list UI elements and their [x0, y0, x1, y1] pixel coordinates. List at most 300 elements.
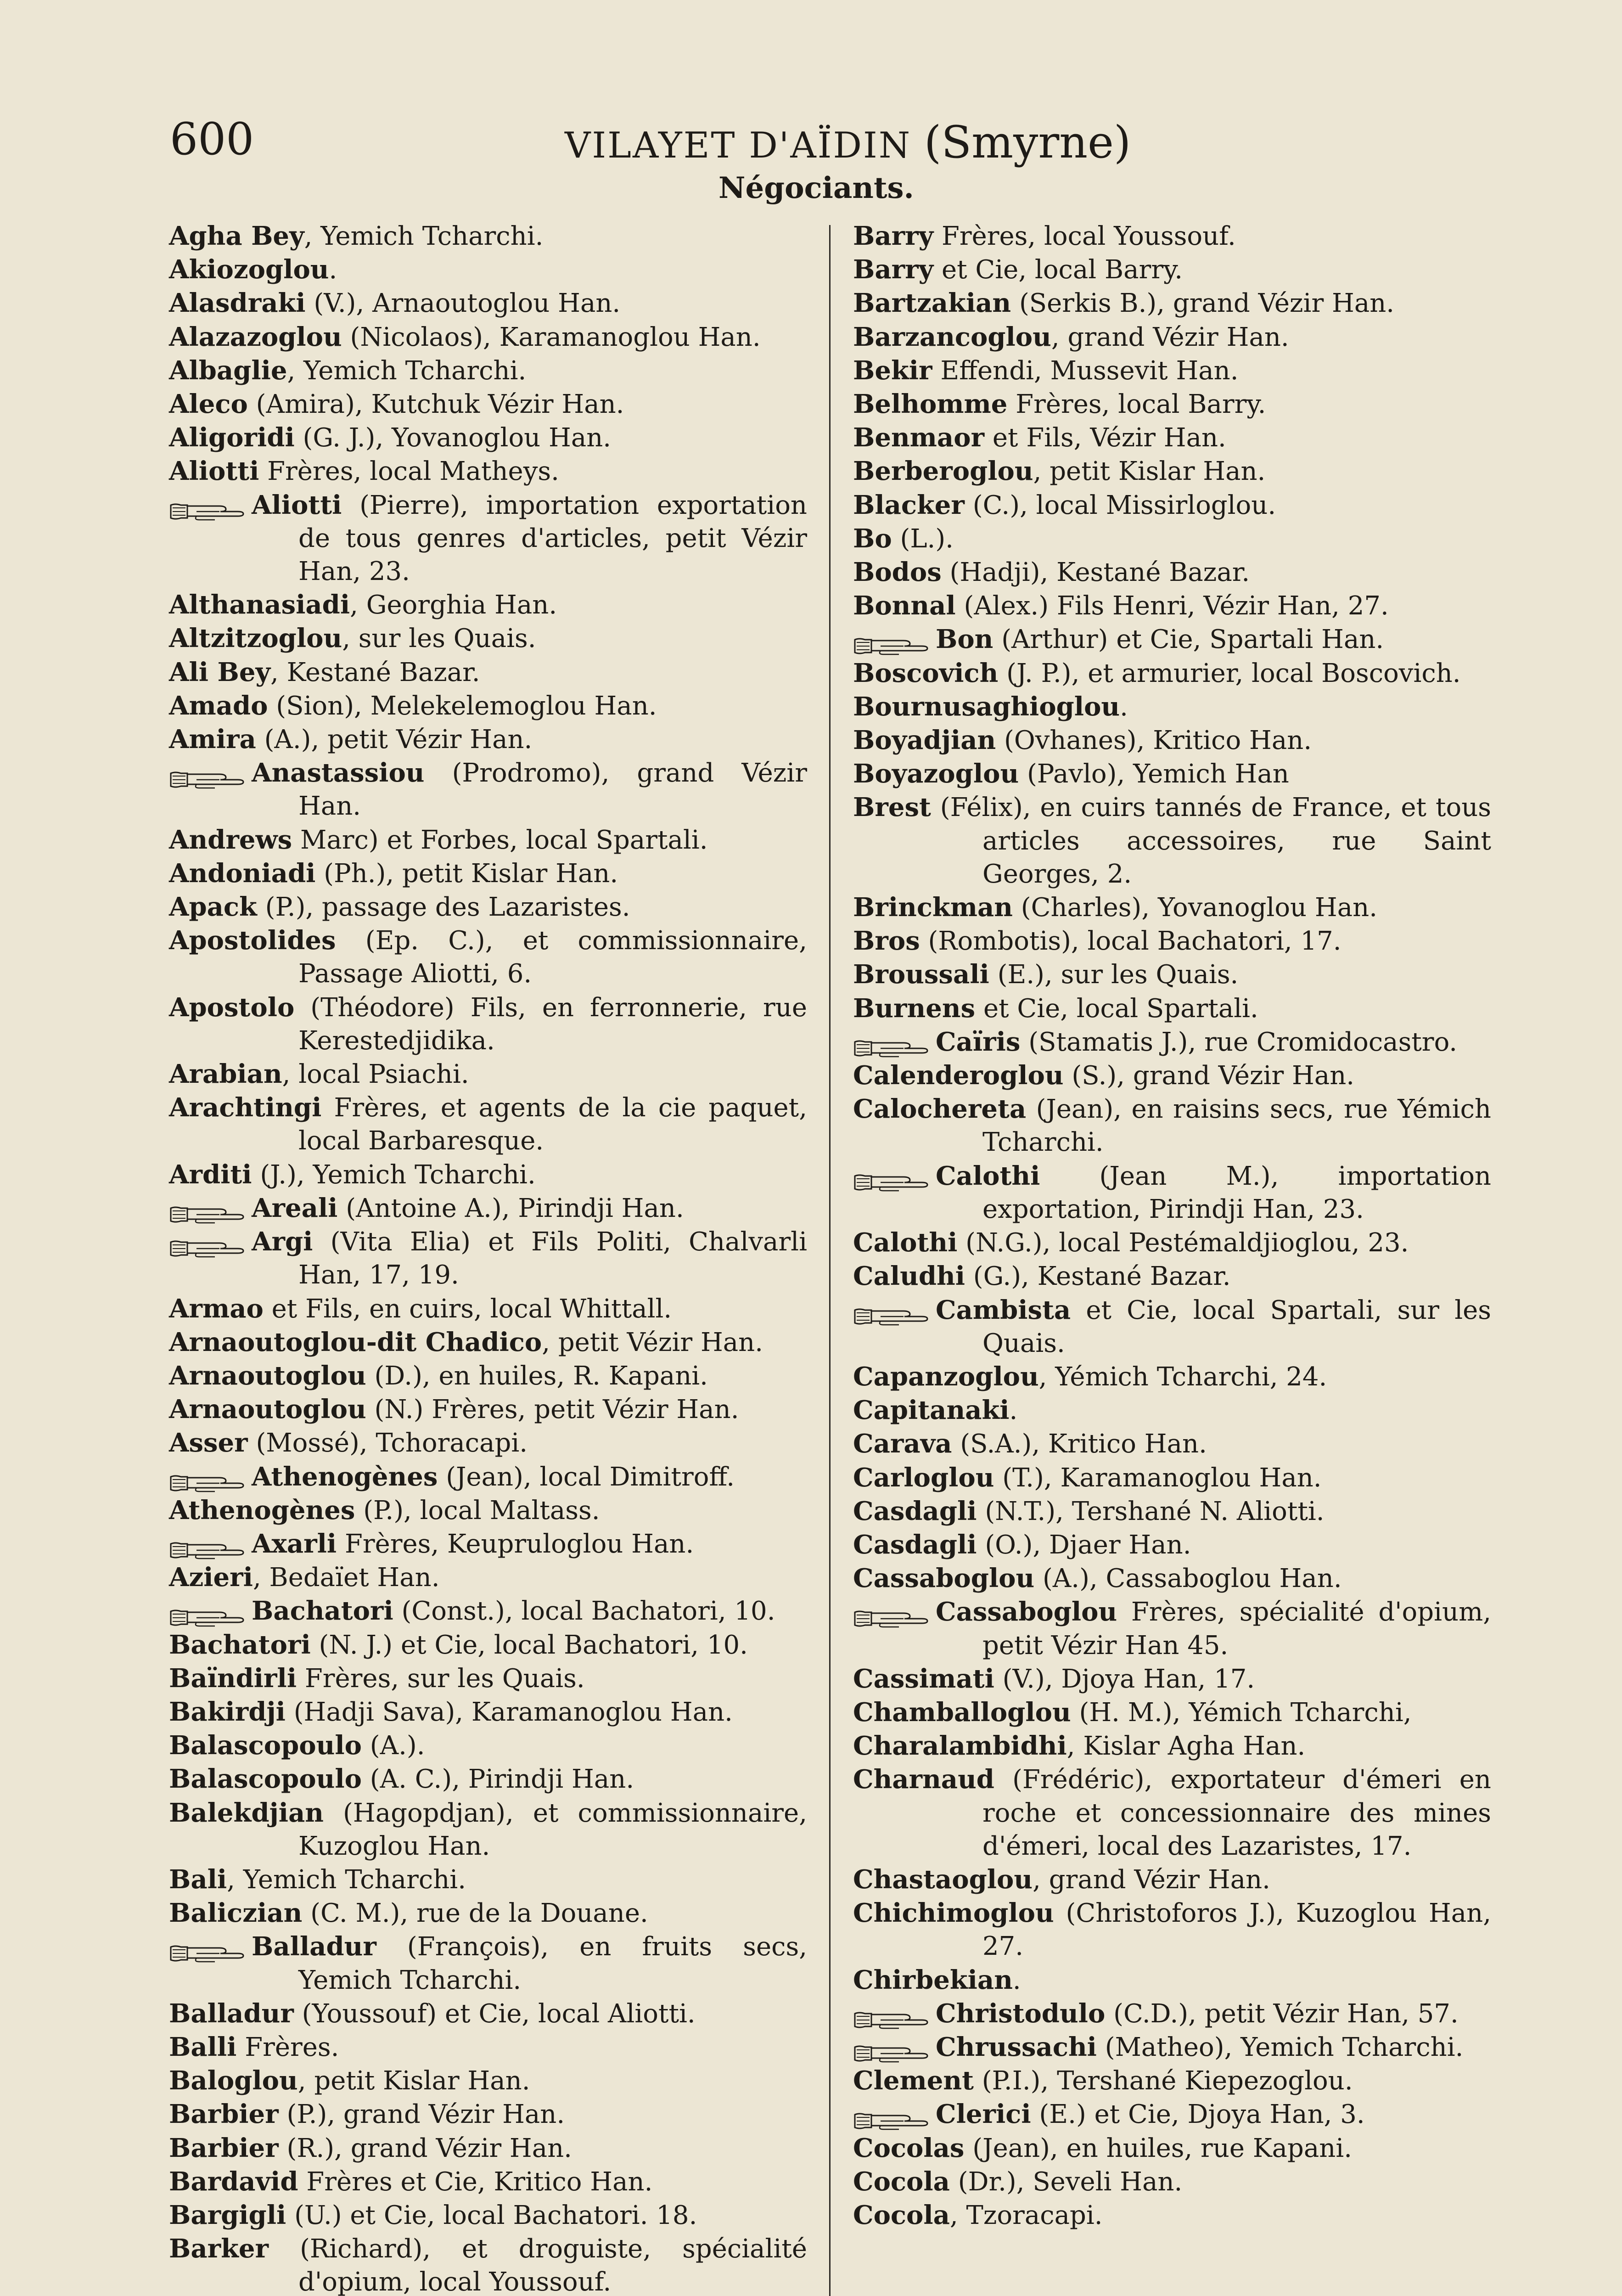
- directory-entry: [169, 2165, 807, 2199]
- entry-details: (J.), Yemich Tcharchi.: [252, 1159, 536, 1190]
- entry-name: Brest: [853, 792, 931, 823]
- entry-name: Clement: [853, 2065, 974, 2096]
- directory-entry: [169, 219, 807, 253]
- directory-entry: [853, 1863, 1491, 1896]
- entry-name: Berberoglou: [853, 456, 1033, 487]
- entry-name: Clerici: [936, 2099, 1031, 2130]
- entry-name: Barry: [853, 221, 934, 251]
- entry-name: Chichimoglou: [853, 1898, 1054, 1929]
- entry-name: Brinckman: [853, 892, 1013, 923]
- entry-details: (N.) Frères, petit Vézir Han.: [366, 1395, 739, 1425]
- entry-details: (A.), petit Vézir Han.: [256, 725, 533, 755]
- directory-entry: [169, 287, 807, 320]
- entry-name: Bachatori: [252, 1596, 393, 1626]
- entry-details: (Arthur) et Cie, Spartali Han.: [993, 625, 1384, 655]
- entry-details: (Félix), en cuirs tannés de France, et tous articles accessoires, rue Saint Georges, 2.: [931, 793, 1491, 889]
- entry-name: Aligoridi: [169, 422, 295, 453]
- directory-entry: [169, 1326, 807, 1359]
- entry-details: et Cie, local Barry.: [933, 255, 1183, 285]
- entry-details: (N.T.), Tershané N. Aliotti.: [977, 1496, 1325, 1526]
- directory-entry: [853, 657, 1491, 690]
- left-column: [169, 219, 807, 2296]
- directory-entry: [169, 1527, 807, 1561]
- entry-details: (A. C.), Pirindji Han.: [362, 1764, 634, 1795]
- entry-details: (Alex.) Fils Henri, Vézir Han, 27.: [955, 591, 1389, 621]
- entry-details: Frères.: [236, 2032, 339, 2062]
- directory-entry: [853, 791, 1491, 891]
- directory-entry: [169, 388, 807, 421]
- entry-name: Bon: [936, 624, 993, 655]
- entry-name: Charalambidhi: [853, 1731, 1067, 1761]
- directory-entry: [169, 1762, 807, 1796]
- entry-details: Frères, local Matheys.: [259, 456, 559, 487]
- pointing-hand-icon: [169, 765, 247, 785]
- entry-details: (François), en fruits secs, Yemich Tcharchi.: [298, 1932, 807, 1995]
- directory-entry: [169, 2232, 807, 2296]
- entry-name: Capitanaki: [853, 1395, 1010, 1426]
- directory-entry: [853, 1763, 1491, 1863]
- directory-entry: [169, 622, 807, 655]
- entry-details: , sur les Quais.: [342, 624, 536, 654]
- column-divider: [829, 225, 831, 2296]
- entry-name: Boscovich: [853, 658, 999, 688]
- entry-name: Apostolides: [169, 925, 336, 956]
- entry-name: Bournusaghioglou: [853, 691, 1120, 722]
- directory-entry: [169, 321, 807, 354]
- directory-entry: [853, 1729, 1491, 1763]
- entry-name: Barker: [169, 2234, 269, 2264]
- entry-name: Alasdraki: [169, 288, 306, 319]
- directory-entry: [853, 1394, 1491, 1427]
- directory-entry: [853, 2064, 1491, 2098]
- entry-details: (C.), local Missirloglou.: [964, 490, 1276, 520]
- entry-details: (H. M.), Yémich Tcharchi,: [1071, 1697, 1412, 1728]
- entry-details: (N.G.), local Pestémaldjioglou, 23.: [957, 1228, 1409, 1258]
- entry-name: Casdagli: [853, 1496, 977, 1526]
- entry-name: Arnaoutoglou-dit Chadico: [169, 1327, 542, 1357]
- directory-entry: [853, 924, 1491, 958]
- entry-details: , Georghia Han.: [350, 590, 557, 620]
- entry-details: Marc) et Forbes, local Spartali.: [292, 825, 708, 855]
- directory-entry: [853, 1159, 1491, 1226]
- entry-name: Bali: [169, 1864, 227, 1895]
- directory-entry: [853, 724, 1491, 757]
- entry-details: (Jean M.), importation exportation, Pirindji Han, 23.: [982, 1161, 1491, 1224]
- entry-details: (V.), Djoya Han, 17.: [994, 1664, 1255, 1694]
- directory-entry: [169, 1225, 807, 1292]
- entry-name: Bonnal: [853, 591, 956, 621]
- directory-entry: [169, 857, 807, 890]
- entry-details: .: [1120, 692, 1128, 722]
- entry-details: (Hadji), Kestané Bazar.: [941, 557, 1250, 588]
- entry-details: (S.A.), Kritico Han.: [952, 1429, 1207, 1459]
- entry-details: , grand Vézir Han.: [1033, 1864, 1270, 1895]
- entry-details: (Matheo), Yemich Tcharchi.: [1096, 2032, 1464, 2062]
- directory-entry: [853, 1662, 1491, 1696]
- entry-name: Arabian: [169, 1059, 282, 1090]
- entry-name: Andoniadi: [169, 858, 316, 889]
- directory-entry: [853, 354, 1491, 388]
- entry-name: Bachatori: [169, 1629, 311, 1660]
- directory-entry: [169, 2132, 807, 2165]
- entry-name: Armao: [169, 1293, 264, 1324]
- entry-name: Balascopoulo: [169, 1764, 362, 1795]
- entry-name: Bakirdji: [169, 1696, 286, 1727]
- directory-entry: [169, 1158, 807, 1192]
- entry-details: (Sion), Melekelemoglou Han.: [268, 691, 657, 721]
- entry-details: (Dr.), Seveli Han.: [949, 2167, 1183, 2197]
- directory-entry: [169, 890, 807, 924]
- entry-details: Frères, local Barry.: [1007, 389, 1266, 420]
- directory-entry: [169, 1091, 807, 1158]
- directory-entry: [169, 1796, 807, 1863]
- entry-details: .: [1009, 1396, 1018, 1426]
- entry-name: Barbier: [169, 2133, 279, 2163]
- entry-name: Belhomme: [853, 389, 1008, 420]
- pointing-hand-icon: [169, 1939, 247, 1959]
- entry-details: (Charles), Yovanoglou Han.: [1012, 893, 1377, 923]
- entry-name: Arditi: [169, 1159, 252, 1190]
- directory-entry: [853, 1595, 1491, 1662]
- directory-entry: [853, 1226, 1491, 1260]
- directory-entry: [169, 991, 807, 1058]
- entry-name: Barbier: [169, 2099, 279, 2130]
- entry-details: (L.).: [892, 523, 954, 554]
- entry-name: Capanzoglou: [853, 1361, 1039, 1392]
- directory-entry: [853, 1461, 1491, 1495]
- entry-name: Apack: [169, 892, 257, 923]
- entry-details: , Tzoracapi.: [949, 2200, 1103, 2230]
- entry-details: (G. J.), Yovanoglou Han.: [294, 423, 612, 453]
- entry-details: (Stamatis J.), rue Cromidocastro.: [1020, 1027, 1458, 1057]
- entry-details: , grand Vézir Han.: [1051, 322, 1289, 352]
- entry-details: (P.I.), Tershané Kiepezoglou.: [973, 2066, 1353, 2096]
- entry-name: Areali: [252, 1193, 338, 1223]
- directory-entry: [169, 1628, 807, 1662]
- directory-entry: [853, 219, 1491, 253]
- directory-entry: [169, 1561, 807, 1594]
- entry-name: Carava: [853, 1429, 952, 1459]
- entry-name: Azieri: [169, 1562, 253, 1593]
- entry-details: , Yemich Tcharchi.: [304, 221, 544, 251]
- entry-details: , petit Vézir Han.: [542, 1327, 763, 1357]
- entry-name: Barry: [853, 254, 934, 285]
- directory-entry: [169, 924, 807, 990]
- entry-name: Altzitzoglou: [169, 623, 342, 654]
- directory-entry: [853, 1528, 1491, 1562]
- directory-entry: [853, 556, 1491, 589]
- entry-details: (D.), en huiles, R. Kapani.: [366, 1361, 708, 1391]
- directory-entry: [169, 455, 807, 488]
- entry-name: Baliczian: [169, 1898, 303, 1929]
- directory-entry: [169, 1896, 807, 1930]
- page-number: 600: [170, 113, 254, 165]
- directory-entry: [169, 656, 807, 689]
- section-subtitle: Négociants.: [718, 171, 914, 205]
- entry-details: (E.), sur les Quais.: [989, 960, 1239, 990]
- directory-entry: [169, 1662, 807, 1695]
- entry-details: (Jean), en huiles, rue Kapani.: [964, 2133, 1353, 2163]
- entry-name: Bodos: [853, 557, 942, 588]
- directory-entry: [169, 1192, 807, 1225]
- entry-name: Aleco: [169, 389, 248, 420]
- directory-entry: [853, 2165, 1491, 2199]
- entry-name: Cocolas: [853, 2133, 965, 2163]
- entry-details: (R.), grand Vézir Han.: [278, 2133, 572, 2163]
- pointing-hand-icon: [169, 1234, 247, 1254]
- directory-entry: [169, 1997, 807, 2031]
- entry-details: (P.), local Maltass.: [355, 1495, 600, 1525]
- entry-details: et Cie, local Spartali, sur les Quais.: [982, 1295, 1491, 1358]
- directory-entry: [853, 2031, 1491, 2064]
- entry-name: Chirbekian: [853, 1964, 1013, 1995]
- directory-entry: [169, 1359, 807, 1393]
- title-city: (Smyrne): [924, 117, 1131, 168]
- entry-name: Arachtingi: [169, 1092, 322, 1123]
- directory-entry: [169, 2064, 807, 2098]
- entry-details: .: [1012, 1965, 1021, 1995]
- directory-entry: [169, 253, 807, 287]
- entry-details: (E.) et Cie, Djoya Han, 3.: [1031, 2099, 1365, 2130]
- entry-details: , Kislar Agha Han.: [1066, 1731, 1306, 1761]
- entry-name: Chamballoglou: [853, 1697, 1071, 1728]
- pointing-hand-icon: [169, 497, 247, 517]
- pointing-hand-icon: [853, 1302, 931, 1322]
- entry-name: Aliotti: [252, 490, 342, 520]
- pointing-hand-icon: [853, 1034, 931, 1054]
- entry-name: Balladur: [252, 1931, 376, 1962]
- directory-entry: [169, 2199, 807, 2232]
- directory-entry: [853, 589, 1491, 623]
- directory-entry: [853, 2132, 1491, 2165]
- entry-details: Frères, local Youssouf.: [933, 221, 1236, 251]
- entry-name: Calenderoglou: [853, 1060, 1064, 1091]
- title-region: VILAYET D'AÏDIN: [565, 125, 912, 166]
- pointing-hand-icon: [169, 1536, 247, 1556]
- directory-entry: [169, 689, 807, 723]
- entry-details: (Youssouf) et Cie, local Aliotti.: [293, 1998, 696, 2029]
- entry-name: Arnaoutoglou: [169, 1360, 366, 1391]
- directory-entry: [169, 2031, 807, 2064]
- entry-details: (Pierre), importation exportation de tous genres d'articles, petit Vézir Han, 23.: [298, 490, 807, 587]
- directory-entry: [169, 1393, 807, 1426]
- directory-entry: [853, 421, 1491, 455]
- entry-name: Ali Bey: [169, 657, 270, 687]
- entry-name: Alazazoglou: [169, 321, 342, 352]
- directory-entry: [169, 354, 807, 388]
- entry-name: Bardavid: [169, 2166, 298, 2197]
- directory-entry: [853, 1997, 1491, 2031]
- entry-name: Cassaboglou: [936, 1597, 1117, 1627]
- entry-details: , Bedaïet Han.: [253, 1563, 440, 1593]
- directory-entry: [169, 2098, 807, 2131]
- entry-details: .: [329, 255, 337, 285]
- entry-name: Bargigli: [169, 2200, 286, 2230]
- directory-entry: [853, 623, 1491, 656]
- entry-details: (C.D.), petit Vézir Han, 57.: [1105, 1998, 1459, 2029]
- directory-entry: [853, 1360, 1491, 1394]
- entry-name: Apostolo: [169, 992, 295, 1023]
- entry-details: (A.), Cassaboglou Han.: [1034, 1564, 1342, 1594]
- entry-details: (U.) et Cie, local Bachatori. 18.: [286, 2200, 697, 2230]
- directory-entry: [169, 1594, 807, 1628]
- directory-entry: [169, 1426, 807, 1460]
- directory-entry: [169, 1058, 807, 1091]
- directory-entry: [853, 1260, 1491, 1293]
- entry-name: Cocola: [853, 2166, 950, 2197]
- entry-name: Cassaboglou: [853, 1563, 1035, 1594]
- directory-entry: [853, 1294, 1491, 1360]
- entry-name: Burnens: [853, 993, 976, 1024]
- directory-entry: [853, 489, 1491, 522]
- pointing-hand-icon: [169, 1200, 247, 1220]
- directory-entry: [853, 321, 1491, 354]
- entry-details: (Amira), Kutchuk Vézir Han.: [247, 389, 624, 420]
- entry-name: Amado: [169, 690, 268, 721]
- entry-name: Casdagli: [853, 1529, 977, 1560]
- entry-details: , Yemich Tcharchi.: [287, 355, 527, 386]
- entry-details: et Fils, Vézir Han.: [984, 423, 1226, 453]
- entry-name: Christodulo: [936, 1998, 1106, 2029]
- directory-entry: [169, 489, 807, 589]
- entry-details: , local Psiachi.: [282, 1059, 469, 1090]
- entry-details: (T.), Karamanoglou Han.: [994, 1463, 1322, 1493]
- entry-details: (Hadji Sava), Karamanoglou Han.: [285, 1697, 733, 1727]
- directory-entry: [853, 2098, 1491, 2131]
- pointing-hand-icon: [853, 1604, 931, 1624]
- directory-entry: [853, 690, 1491, 724]
- entry-details: (Ovhanes), Kritico Han.: [996, 726, 1312, 756]
- entry-name: Benmaor: [853, 422, 985, 453]
- directory-entry: [853, 1495, 1491, 1528]
- entry-name: Athenogènes: [169, 1495, 355, 1525]
- entry-name: Bros: [853, 926, 920, 957]
- entry-name: Charnaud: [853, 1764, 994, 1795]
- directory-entry: [853, 1427, 1491, 1461]
- entry-name: Axarli: [252, 1528, 337, 1559]
- directory-entry: [853, 958, 1491, 991]
- entry-details: (Vita Elia) et Fils Politi, Chalvarli Han, 17, 19.: [298, 1227, 807, 1290]
- entry-details: (V.), Arnaoutoglou Han.: [305, 288, 621, 319]
- directory-entry: [169, 1863, 807, 1896]
- entry-details: , Kestané Bazar.: [270, 657, 480, 687]
- entry-details: (P.), grand Vézir Han.: [278, 2099, 565, 2130]
- entry-name: Cassimati: [853, 1663, 994, 1694]
- entry-details: (Mossé), Tchoracapi.: [247, 1428, 528, 1458]
- directory-entry: [169, 1460, 807, 1494]
- directory-entry: [853, 1896, 1491, 1963]
- pointing-hand-icon: [853, 2039, 931, 2059]
- entry-name: Albaglie: [169, 355, 287, 386]
- entry-details: Frères et Cie, Kritico Han.: [298, 2167, 653, 2197]
- pointing-hand-icon: [853, 1168, 931, 1188]
- directory-entry: [169, 1930, 807, 1997]
- entry-details: (O.), Djaer Han.: [977, 1530, 1191, 1560]
- entry-name: Althanasiadi: [169, 590, 350, 620]
- entry-details: (J. P.), et armurier, local Boscovich.: [998, 658, 1461, 688]
- directory-entry: [853, 757, 1491, 791]
- entry-name: Cambista: [936, 1294, 1071, 1325]
- directory-entry: [853, 253, 1491, 287]
- entry-details: (Hagopdjan), et commissionnaire, Kuzoglou Han.: [298, 1798, 807, 1861]
- directory-entry: [853, 891, 1491, 924]
- entry-name: Arnaoutoglou: [169, 1394, 366, 1425]
- entry-name: Amira: [169, 724, 256, 755]
- pointing-hand-icon: [853, 2005, 931, 2026]
- directory-entry: [853, 388, 1491, 421]
- entry-details: , Yémich Tcharchi, 24.: [1038, 1362, 1327, 1392]
- entry-name: Bekir: [853, 355, 932, 386]
- directory-entry: [169, 723, 807, 756]
- entry-name: Anastassiou: [252, 758, 425, 788]
- entry-details: (Const.), local Bachatori, 10.: [393, 1596, 775, 1626]
- entry-details: (Pavlo), Yemich Han: [1019, 759, 1289, 789]
- pointing-hand-icon: [169, 1469, 247, 1489]
- directory-entry: [853, 1092, 1491, 1159]
- entry-name: Broussali: [853, 959, 989, 990]
- entry-name: Asser: [169, 1428, 248, 1458]
- entry-name: Agha Bey: [169, 221, 304, 251]
- directory-entry: [169, 1292, 807, 1326]
- directory-entry: [853, 287, 1491, 320]
- entry-details: (Richard), et droguiste, spécialité d'opium, local Youssouf.: [269, 2234, 807, 2296]
- entry-details: (Ep. C.), et commissionnaire, Passage Aliotti, 6.: [298, 926, 807, 989]
- entry-details: (Antoine A.), Pirindji Han.: [337, 1193, 684, 1223]
- entry-details: (N. J.) et Cie, local Bachatori, 10.: [310, 1630, 748, 1660]
- entry-details: , Yemich Tcharchi.: [227, 1864, 466, 1895]
- entry-details: (G.), Kestané Bazar.: [965, 1261, 1231, 1292]
- directory-entry: [169, 588, 807, 622]
- entry-details: (Jean), local Dimitroff.: [438, 1462, 735, 1492]
- entry-details: Frères, et agents de la cie paquet, local Barbaresque.: [298, 1093, 807, 1156]
- entry-name: Boyadjian: [853, 725, 996, 756]
- entry-details: (Prodromo), grand Vézir Han.: [298, 758, 807, 822]
- entry-details: (A.).: [362, 1731, 425, 1761]
- directory-entry: [169, 1494, 807, 1527]
- entry-name: Bartzakian: [853, 288, 1011, 319]
- directory-entry: [853, 992, 1491, 1025]
- entry-details: Frères, Keupruloglou Han.: [337, 1529, 694, 1559]
- entry-details: (P.), passage des Lazaristes.: [257, 892, 630, 923]
- directory-entry: [853, 1964, 1491, 1997]
- entry-details: , petit Kislar Han.: [1033, 456, 1266, 487]
- entry-name: Baïndirli: [169, 1663, 297, 1694]
- entry-details: Effendi, Mussevit Han.: [932, 355, 1239, 386]
- entry-name: Caludhi: [853, 1261, 965, 1292]
- directory-entry: [853, 1025, 1491, 1059]
- entry-name: Balladur: [169, 1998, 294, 2029]
- entry-name: Bo: [853, 523, 892, 554]
- entry-name: Calothi: [936, 1160, 1040, 1191]
- entry-details: (Rombotis), local Bachatori, 17.: [920, 926, 1341, 957]
- directory-entry: [169, 1729, 807, 1762]
- entry-name: Argi: [252, 1227, 313, 1257]
- entry-details: Frères, sur les Quais.: [297, 1663, 585, 1694]
- directory-entry: [169, 421, 807, 455]
- entry-name: Andrews: [169, 824, 292, 855]
- entry-name: Blacker: [853, 490, 965, 520]
- entry-details: (Frédéric), exportateur d'émeri en roche et concessionnaire des mines d'émeri, local des Lazaristes, 17.: [982, 1765, 1491, 1861]
- entry-name: Aliotti: [169, 456, 259, 487]
- directory-entry: [853, 2199, 1491, 2232]
- directory-entry: [169, 1695, 807, 1729]
- entry-name: Barzancoglou: [853, 321, 1051, 352]
- right-column: [853, 219, 1491, 2232]
- entry-name: Balli: [169, 2032, 237, 2062]
- pointing-hand-icon: [853, 631, 931, 652]
- directory-entry: [853, 522, 1491, 556]
- entry-details: (Jean), en raisins secs, rue Yémich Tcharchi.: [982, 1094, 1491, 1158]
